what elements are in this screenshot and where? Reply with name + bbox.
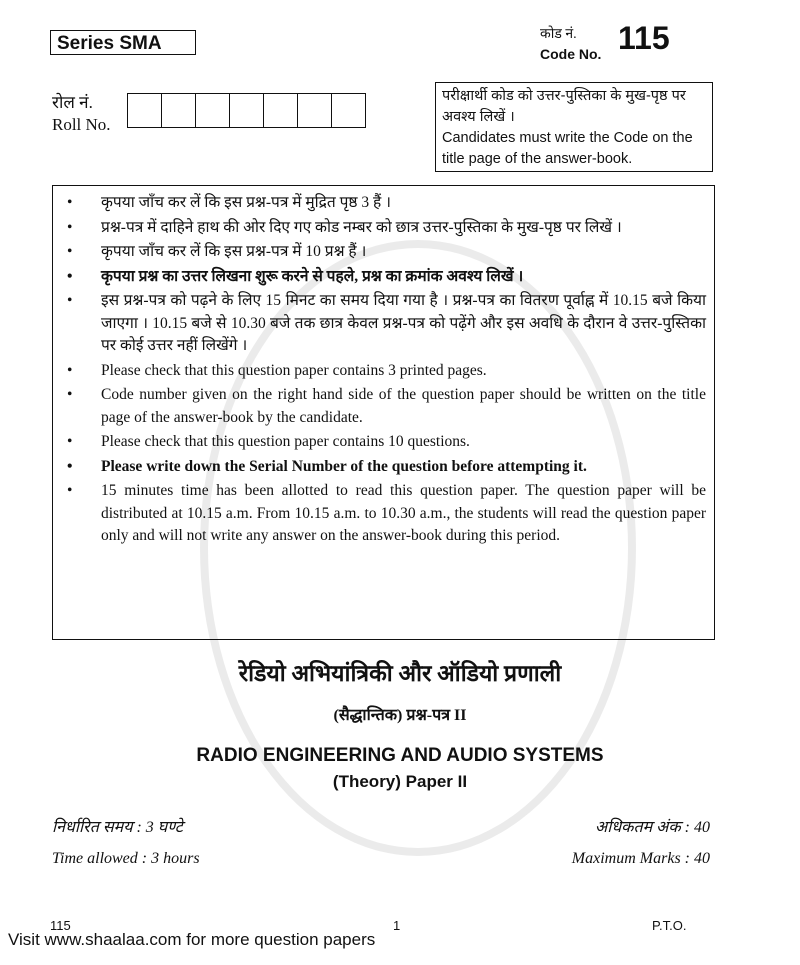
instruction-item: • कृपया जाँच कर लें कि इस प्रश्न-पत्र में मुद्रित पृष्ठ 3 हैं ।: [61, 192, 706, 215]
code-label-english: Code No.: [540, 46, 602, 62]
roll-box[interactable]: [162, 94, 196, 127]
title-english: RADIO ENGINEERING AND AUDIO SYSTEMS: [196, 745, 604, 766]
marks-hindi: अधिकतम अंक : 40: [594, 819, 710, 836]
marks-english: Maximum Marks : 40: [571, 850, 710, 867]
roll-box[interactable]: [230, 94, 264, 127]
time-english: Time allowed : 3 hours: [52, 850, 200, 867]
code-number: 115: [618, 20, 670, 56]
roll-box[interactable]: [298, 94, 332, 127]
footer-code: 115: [50, 918, 71, 933]
series-label: Series SMA: [50, 30, 196, 55]
time-hindi: निर्धारित समय : 3 घण्टे: [52, 819, 183, 836]
code-note-box: [435, 82, 713, 172]
instruction-item: • Please check that this question paper contains 3 printed pages.: [61, 360, 706, 383]
subtitle-hindi: (सैद्धान्तिक) प्रश्न-पत्र II: [333, 707, 467, 724]
instruction-item: • Please check that this question paper contains 10 questions.: [61, 431, 706, 454]
visit-link[interactable]: Visit www.shaalaa.com for more question papers: [8, 930, 376, 949]
instructions-box: [52, 185, 715, 640]
instruction-item: • कृपया जाँच कर लें कि इस प्रश्न-पत्र में 10 प्रश्न हैं ।: [61, 241, 706, 264]
roll-label-english: Roll No.: [52, 115, 111, 134]
roll-label-hindi: रोल नं.: [52, 93, 93, 112]
roll-label: [52, 92, 111, 136]
instruction-item: • Please write down the Serial Number of the question before attempting it.: [61, 456, 706, 479]
roll-box[interactable]: [264, 94, 298, 127]
instruction-item: • 15 minutes time has been allotted to read this question paper. The question paper will be distributed at 10.15 a.m. From 10.15 a.m. to 10.30 a.m., the students will read the question paper only and will not write any answer on the answer-book during this period.: [61, 480, 706, 548]
page-number: 1: [393, 918, 401, 933]
note-hindi: परीक्षार्थी कोड को उत्तर-पुस्तिका के मुख-पृष्ठ पर अवश्य लिखें ।: [442, 88, 686, 125]
pto-label: P.T.O.: [652, 918, 687, 933]
instruction-item: • कृपया प्रश्न का उत्तर लिखना शुरू करने से पहले, प्रश्न का क्रमांक अवश्य लिखें ।: [61, 266, 706, 289]
roll-box[interactable]: [196, 94, 230, 127]
roll-number-boxes[interactable]: [127, 93, 366, 128]
title-hindi: रेडियो अभियांत्रिकी और ऑडियो प्रणाली: [238, 661, 562, 686]
instruction-item: • इस प्रश्न-पत्र को पढ़ने के लिए 15 मिनट का समय दिया गया है । प्रश्न-पत्र का वितरण पूर्वाह्न में 10.15 बजे किया जाएगा । 10.15 बजे से 10.30 बजे तक छात्र केवल प्रश्न-पत्र को पढ़ेंगे और इस अवधि के दौरान वे उत्तर-पुस्तिका पर कोई उत्तर नहीं लिखेंगे ।: [61, 290, 706, 358]
note-english: Candidates must write the Code on the title page of the answer-book.: [442, 130, 693, 167]
instruction-item: • Code number given on the right hand side of the question paper should be written on the title page of the answer-book by the candidate.: [61, 384, 706, 429]
instruction-item: • प्रश्न-पत्र में दाहिने हाथ की ओर दिए गए कोड नम्बर को छात्र उत्तर-पुस्तिका के मुख-पृष्ठ पर लिखें ।: [61, 217, 706, 240]
roll-box[interactable]: [332, 94, 365, 127]
code-label-hindi: कोड नं.: [540, 27, 577, 42]
roll-box[interactable]: [128, 94, 162, 127]
subtitle-english: (Theory) Paper II: [332, 772, 468, 791]
